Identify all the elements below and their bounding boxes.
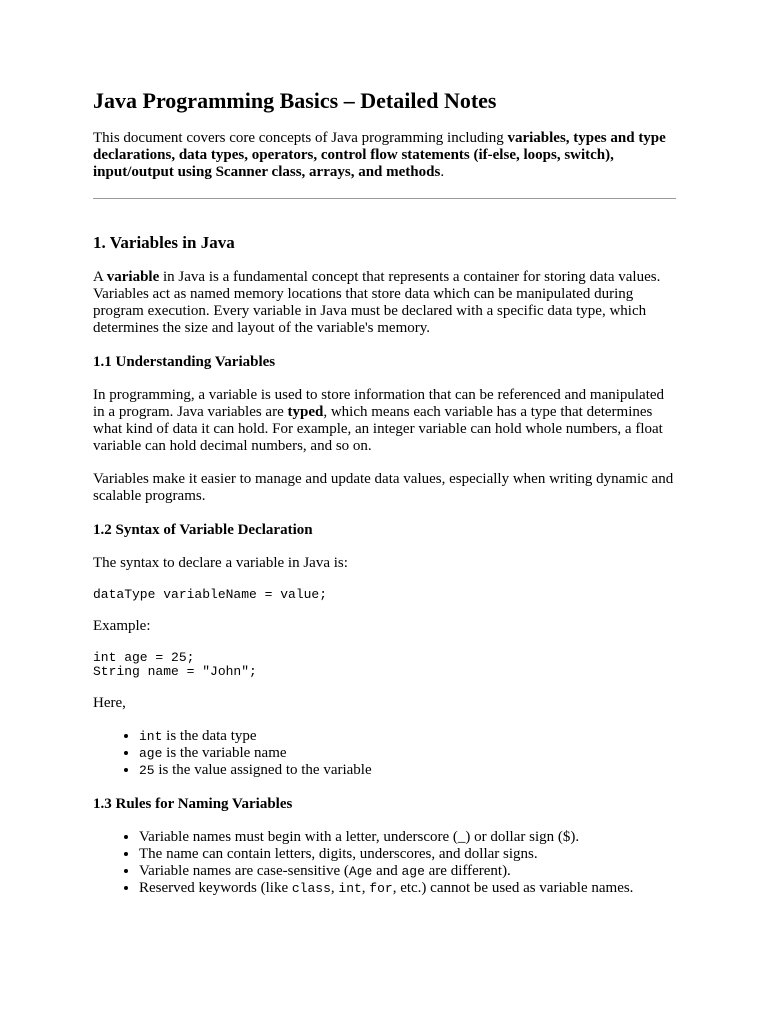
section-1-paragraph (93, 269, 676, 337)
inline-code: int (139, 729, 163, 744)
here-label: Here, (93, 695, 126, 711)
section-divider (93, 198, 676, 199)
section-1-text-rest: in Java is a fundamental concept that represents a container for storing data values. Variables act as named memory locations that store data which can be manipulated during program execution. Every variable in Java must be declared with a specific data type, which determines the size and layout of the variable's memory. (93, 269, 661, 336)
inline-code: for (369, 881, 393, 896)
inline-code: int (338, 881, 362, 896)
syntax-code-block: dataType variableName = value; (93, 587, 328, 602)
inline-code: class (291, 881, 331, 896)
list-item-text: and (372, 863, 402, 879)
list-item-text: is the data type (162, 728, 257, 744)
intro-lead: This document covers core concepts of Java programming including (93, 130, 508, 146)
list-item (139, 728, 676, 745)
list-item: • The name can contain letters, digits, underscores, and dollar signs. (139, 846, 676, 863)
intro-tail: . (440, 164, 445, 180)
section-1-heading: 1. Variables in Java (93, 233, 235, 252)
list-item (139, 745, 676, 762)
example-code-block: int age = 25; String name = "John"; (93, 650, 257, 679)
sub11-text-a: In programming, a variable is used to store information that can be referenced and manipulated in a program. Java variables are (93, 387, 665, 420)
list-item-text: Reserved keywords (like (139, 880, 292, 896)
list-item-text: , (361, 880, 370, 896)
section-1-bold-variable: variable (106, 269, 160, 285)
subsection-1-1-paragraph-2: Variables make it easier to manage and update data values, especially when writing dynamic and scalable programs. (93, 471, 674, 504)
subsection-1-1-paragraph-1 (93, 387, 676, 455)
list-item-text: is the value assigned to the variable (154, 762, 372, 778)
syntax-explanation-list (93, 728, 676, 779)
document-title: Java Programming Basics – Detailed Notes (93, 88, 497, 113)
section-1-text-a: A (93, 269, 107, 285)
list-item-text: is the variable name (162, 745, 287, 761)
naming-rules-list (93, 829, 676, 897)
list-item (139, 863, 676, 880)
list-item-text: , (330, 880, 339, 896)
sub11-bold-typed: typed (287, 404, 324, 420)
list-item-text: are different). (424, 863, 511, 879)
subsection-1-2-heading: 1.2 Syntax of Variable Declaration (93, 522, 313, 538)
intro-bold-topics: variables, types and type declarations, data types, operators, control flow statements (if-else, loops, switch), input/output using Scanner class, arrays, and methods (93, 130, 666, 180)
list-item (139, 762, 676, 779)
list-item-text: Variable names are case-sensitive ( (139, 863, 349, 879)
example-label: Example: (93, 618, 151, 634)
list-item-text: , etc.) cannot be used as variable names. (392, 880, 634, 896)
document-content (93, 87, 676, 897)
subsection-1-3-heading: 1.3 Rules for Naming Variables (93, 796, 293, 812)
syntax-intro-text: The syntax to declare a variable in Java is: (93, 555, 348, 571)
subsection-1-1-heading: 1.1 Understanding Variables (93, 354, 276, 370)
list-item: • Variable names must begin with a letter, underscore (_) or dollar sign ($). (139, 829, 676, 846)
list-item (139, 880, 676, 897)
inline-code: age (139, 746, 163, 761)
inline-code: age (401, 864, 425, 879)
inline-code: Age (348, 864, 373, 879)
inline-code: 25 (139, 763, 155, 778)
sub11-text-b: , which means each variable has a type that determines what kind of data it can hold. For example, an integer variable can hold whole numbers, a float variable can hold decimal numbers, and so on. (93, 404, 663, 454)
intro-paragraph (93, 130, 676, 181)
